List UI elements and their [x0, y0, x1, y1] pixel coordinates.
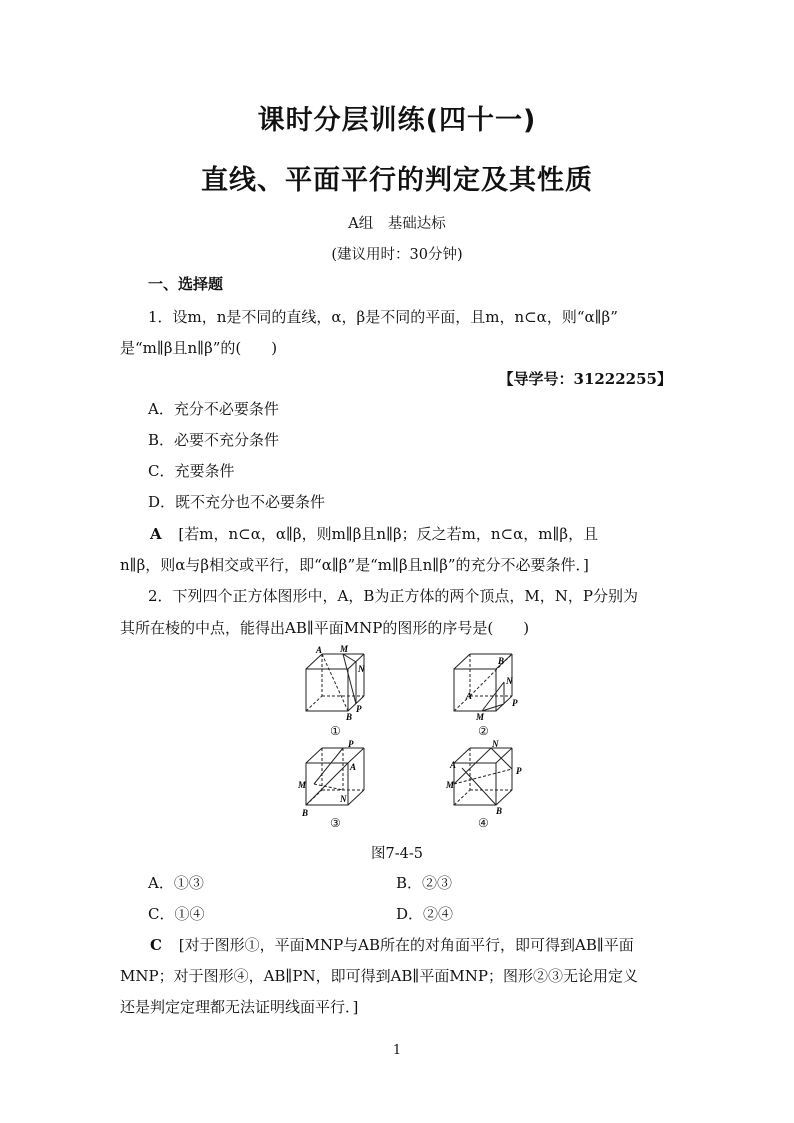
svg-text:M: M [476, 712, 485, 722]
svg-text:B: B [498, 656, 505, 666]
svg-text:N: N [506, 676, 513, 686]
svg-text:M: M [340, 644, 349, 654]
fig-label-4: ④ [478, 816, 489, 830]
section-heading: 一、选择题 [148, 275, 224, 293]
svg-text:B: B [346, 712, 353, 722]
q1-option-b: B．必要不充分条件 [148, 431, 280, 449]
q1-option-d: D．既不充分也不必要条件 [148, 493, 326, 511]
svg-text:A: A [450, 760, 457, 770]
q2-answer-line3: 还是判定定理都无法证明线面平行．] [120, 998, 359, 1016]
fig-label-3: ③ [330, 816, 341, 830]
q2-answer-letter: C [150, 936, 162, 954]
svg-text:M: M [446, 780, 455, 790]
svg-text:N: N [492, 739, 499, 749]
cube-figure-4 [446, 738, 526, 828]
fig-label-1: ① [330, 724, 341, 738]
q2-stem-line1: 2．下列四个正方体图形中，A，B为正方体的两个顶点，M，N，P分别为 [148, 587, 638, 605]
svg-text:N: N [358, 664, 365, 674]
q2-option-b: B．②③ [396, 874, 453, 892]
q2-option-c: C．①④ [148, 905, 205, 923]
svg-text:P: P [356, 704, 362, 714]
svg-text:P: P [348, 739, 354, 749]
svg-text:N: N [340, 794, 347, 804]
page-subtitle: 直线、平面平行的判定及其性质 [201, 165, 593, 196]
group-label: A组 基础达标 [348, 216, 446, 232]
svg-text:A: A [466, 691, 473, 701]
guide-number: 【导学号：31222255】 [498, 370, 672, 388]
q2-answer-line1 [150, 934, 634, 955]
svg-text:B: B [302, 808, 309, 818]
page-title: 课时分层训练(四十一) [257, 105, 537, 136]
svg-text:A: A [350, 762, 357, 772]
cube-figure-3 [298, 738, 378, 828]
q1-stem-line1: 1．设m，n是不同的直线，α，β是不同的平面，且m，n⊂α，则“α∥β” [148, 308, 618, 326]
q1-option-a: A．充分不必要条件 [148, 400, 279, 418]
fig-label-2: ② [478, 724, 489, 738]
q1-answer-text: [若m，n⊂α，α∥β，则m∥β且n∥β；反之若m，n⊂α，m∥β，且 [178, 525, 599, 543]
svg-text:P: P [512, 698, 518, 708]
q1-answer-letter: A [150, 525, 162, 543]
svg-text:M: M [298, 780, 307, 790]
svg-text:P: P [516, 766, 522, 776]
svg-text:B: B [496, 806, 503, 816]
time-label: (建议用时：30分钟) [331, 247, 463, 263]
q2-answer-text: [对于图形①，平面MNP与AB所在的对角面平行，即可得到AB∥平面 [178, 936, 634, 954]
q2-option-d: D．②④ [396, 905, 454, 923]
q1-stem-line2: 是“m∥β且n∥β”的( ) [120, 339, 278, 357]
figure-caption: 图7-4-5 [371, 846, 423, 862]
q1-option-c: C．充要条件 [148, 462, 235, 480]
svg-text:A: A [316, 645, 323, 655]
q1-answer-line2: n∥β，则α与β相交或平行，即“α∥β”是“m∥β且n∥β”的充分不必要条件．] [120, 556, 589, 574]
page-number: 1 [392, 1043, 402, 1058]
q1-answer-line1 [150, 523, 598, 544]
q2-option-a: A．①③ [148, 874, 204, 892]
q2-answer-line2: MNP；对于图形④，AB∥PN，即可得到AB∥平面MNP；图形②③无论用定义 [120, 967, 638, 985]
q2-stem-line2: 其所在棱的中点，能得出AB∥平面MNP的图形的序号是( ) [120, 619, 530, 637]
